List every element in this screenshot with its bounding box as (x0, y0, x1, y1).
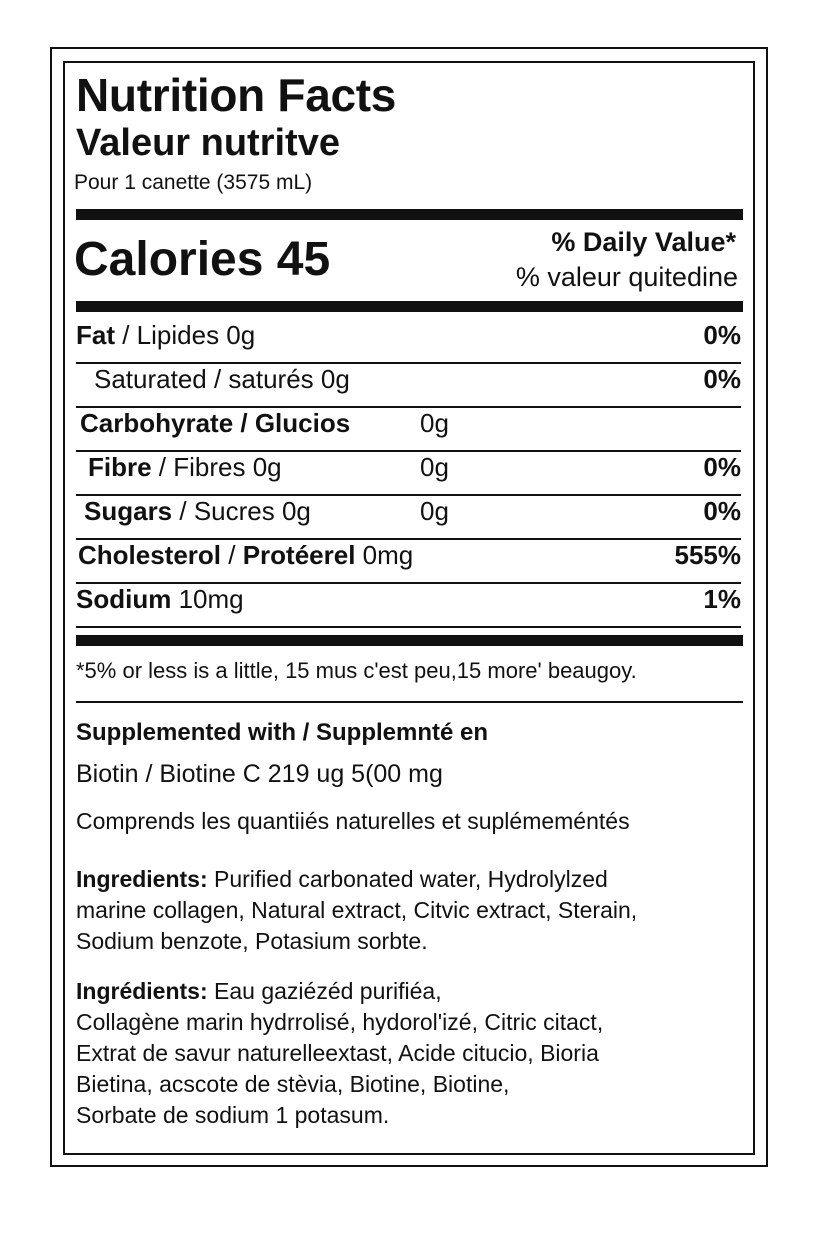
ingredients-french-line: Collagène marin hydrrolisé, hydorol'izé, Citric citact, (76, 1009, 604, 1035)
supplement-value: Biotin / Biotine C 219 ug 5(00 mg (76, 760, 443, 788)
supplement-heading: Supplemented with / Supplemnté en (76, 719, 489, 746)
nutrient-amount: 0g (420, 452, 449, 482)
nutrient-label-part: / Fibres 0g (151, 452, 282, 482)
ingredients-english (76, 864, 756, 957)
serving-size: Pour 1 canette (3575 mL) (74, 171, 313, 194)
thick-rule-calories (76, 301, 743, 312)
nutrient-label (80, 408, 350, 439)
nutrient-label-part: 0mg (355, 540, 414, 570)
daily-value-heading-fr: % valeur quitedine (515, 262, 738, 292)
nutrient-label (84, 496, 311, 527)
nutrient-label (78, 540, 413, 571)
nutrient-row (76, 408, 741, 452)
nutrient-label-part: Carbohyrate / Glucios (80, 408, 351, 438)
nutrient-label (94, 364, 350, 395)
row-divider (76, 626, 741, 628)
nutrient-label-part: / Sucres 0g (172, 496, 311, 526)
ingredients-french-line: Bietina, acscote de stèvia, Biotine, Biotine, (76, 1071, 510, 1097)
ingredients-english-line: Purified carbonated water, Hydrolylzed (207, 866, 608, 892)
nutrient-label-part: Sugars (84, 496, 173, 526)
calories-label: Calories (74, 233, 264, 286)
ingredients-english-line: marine collagen, Natural extract, Citvic extract, Sterain, (76, 897, 638, 923)
thick-rule-bottom (76, 635, 743, 646)
nutrient-daily-value: 1% (703, 584, 741, 614)
nutrient-label-part: Fibre (88, 452, 152, 482)
nutrient-row (76, 584, 741, 628)
nutrient-label-part: / Lipides 0g (115, 320, 256, 350)
nutrient-label-part: Cholesterol (78, 540, 222, 570)
nutrient-daily-value: 0% (703, 364, 741, 394)
ingredients-french-line: Extrat de savur naturelleextast, Acide citucio, Bioria (76, 1040, 599, 1066)
title-english: Nutrition Facts (76, 69, 397, 121)
nutrient-label-part: Sodium (76, 584, 172, 614)
ingredients-english-line: Sodium benzote, Potasium sorbte. (76, 928, 428, 954)
nutrient-label (76, 320, 255, 351)
nutrient-daily-value: 0% (703, 496, 741, 526)
nutrient-label-part: Fat (76, 320, 115, 350)
calories-line (74, 232, 330, 287)
footnote: *5% or less is a little, 15 mus c'est peu,15 more' beaugoy. (76, 658, 637, 683)
nutrient-daily-value: 0% (703, 320, 741, 350)
ingredients-french-line: Sorbate de sodium 1 potasum. (76, 1102, 390, 1128)
nutrient-label-part: Protéerel (242, 540, 356, 570)
calories-value: 45 (276, 233, 331, 286)
daily-value-heading-en: % Daily Value* (551, 227, 736, 257)
nutrient-row (76, 320, 741, 364)
nutrient-row (76, 452, 741, 496)
nutrient-label (76, 584, 244, 615)
nutrient-daily-value: 0% (703, 452, 741, 482)
thick-rule-top (76, 209, 743, 220)
ingredients-english-label: Ingredients: (76, 866, 208, 892)
nutrient-label (88, 452, 282, 483)
title-french: Valeur nutritve (76, 122, 340, 164)
nutrient-amount: 0g (420, 496, 449, 526)
nutrient-label-part: Saturated / saturés 0g (94, 364, 350, 394)
ingredients-french (76, 976, 756, 1131)
supplement-note: Comprends les quantiiés naturelles et suplémeméntés (76, 808, 630, 834)
nutrient-amount: 0g (420, 408, 449, 438)
nutrient-row (76, 496, 741, 540)
divider-supplement (76, 701, 743, 703)
nutrient-label-part: 10mg (171, 584, 244, 614)
nutrient-daily-value: 555% (674, 540, 741, 570)
ingredients-french-label: Ingrédients: (76, 978, 208, 1004)
nutrient-label-part: / (221, 540, 243, 570)
nutrient-row (76, 540, 741, 584)
ingredients-french-line: Eau gaziézéd purifiéa, (207, 978, 442, 1004)
nutrient-row (76, 364, 741, 408)
